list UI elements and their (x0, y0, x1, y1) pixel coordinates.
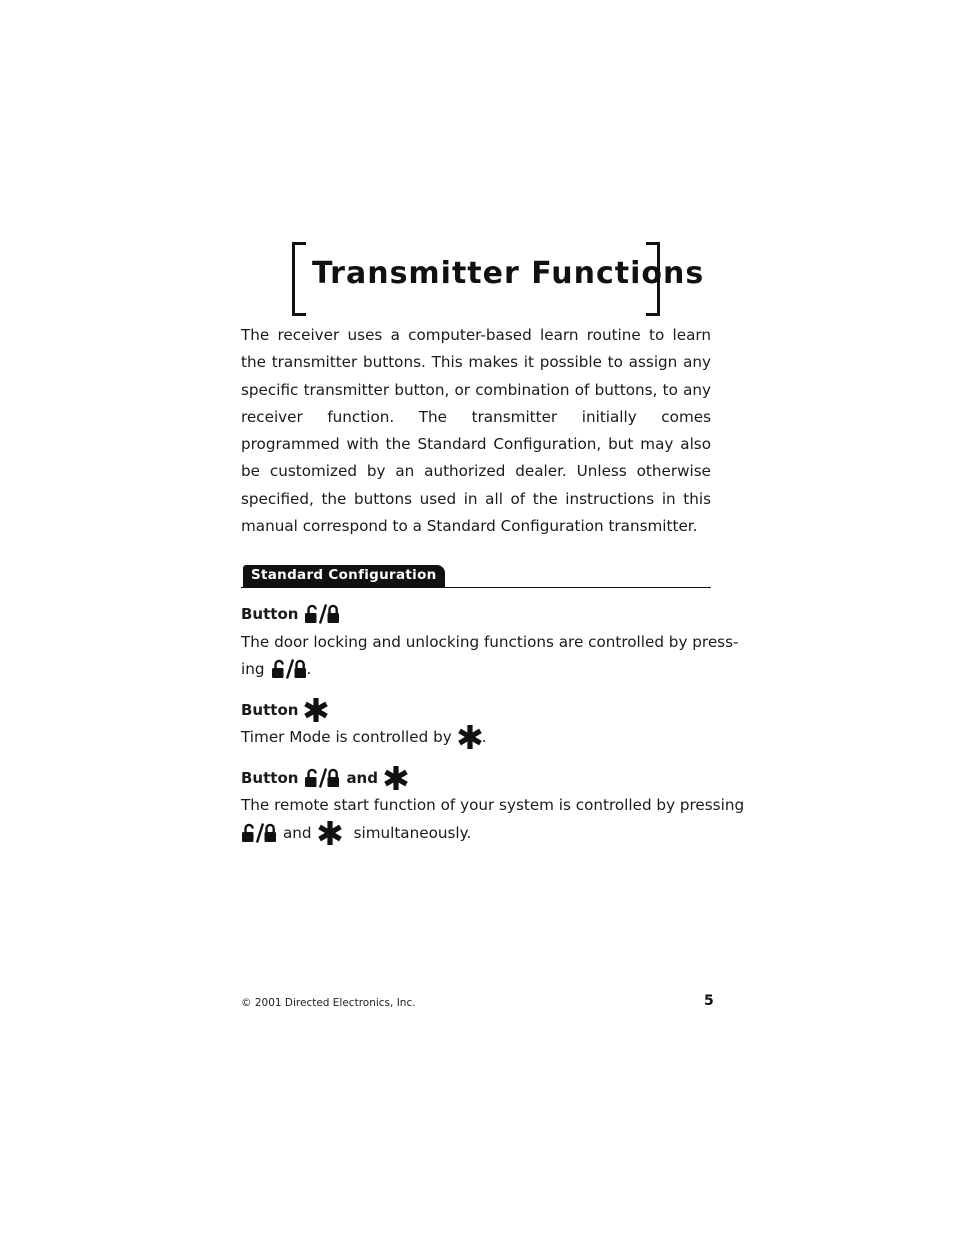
button-star-heading-label: Button (241, 701, 299, 719)
section-header (241, 565, 711, 588)
star-icon (458, 725, 482, 749)
button-star-desc-suffix: . (481, 727, 487, 746)
button-combo-desc-line2 (241, 819, 711, 846)
button-lock-heading (241, 602, 340, 626)
button-lock-desc-line1 (241, 628, 739, 655)
button-combo-heading-and: and (346, 769, 378, 787)
star-icon (384, 766, 408, 790)
button-lock-desc-suffix: . (306, 659, 312, 678)
lock-unlock-icon (304, 767, 340, 789)
title-bracket-left (292, 242, 306, 316)
section-label: Standard Configuration (243, 565, 445, 587)
star-icon (304, 698, 328, 722)
lock-unlock-icon (241, 822, 277, 844)
button-combo-heading (241, 766, 408, 790)
button-lock-desc-text: The door locking and unlocking functions are controlled by press- (241, 632, 739, 651)
copyright-footer: © 2001 Directed Electronics, Inc. (241, 997, 416, 1009)
intro-paragraph: The receiver uses a computer-based learn routine to learn the transmitter buttons. This makes it possible to assign any specific transmitter button, or combination of buttons, to any receiver function. The transmitter initially comes programmed with the Standard Configuration, but may also be customized by an authorized dealer. Unless otherwise specified, the buttons used in all of the instructions in this manual correspond to a Standard Configuration transmitter. (241, 326, 711, 536)
button-star-desc-line1 (241, 723, 711, 750)
star-icon (318, 821, 342, 845)
button-lock-desc-line2 (241, 655, 711, 682)
title-bracket-right (646, 242, 660, 316)
button-star-heading (241, 698, 328, 722)
page-title: Transmitter Functions (312, 256, 705, 291)
button-lock-desc-prefix: ing (241, 659, 265, 678)
lock-unlock-icon (271, 658, 307, 680)
button-combo-desc-suffix: simultaneously. (353, 823, 472, 842)
button-combo-desc-and: and (283, 823, 312, 842)
button-star-desc-prefix: Timer Mode is controlled by (241, 727, 452, 746)
button-combo-desc-text: The remote start function of your system is controlled by pressing (241, 795, 745, 814)
lock-unlock-icon (304, 603, 340, 625)
button-combo-heading-label: Button (241, 769, 299, 787)
button-lock-heading-label: Button (241, 605, 299, 623)
button-combo-desc-line1 (241, 791, 745, 818)
page-number: 5 (704, 993, 714, 1009)
